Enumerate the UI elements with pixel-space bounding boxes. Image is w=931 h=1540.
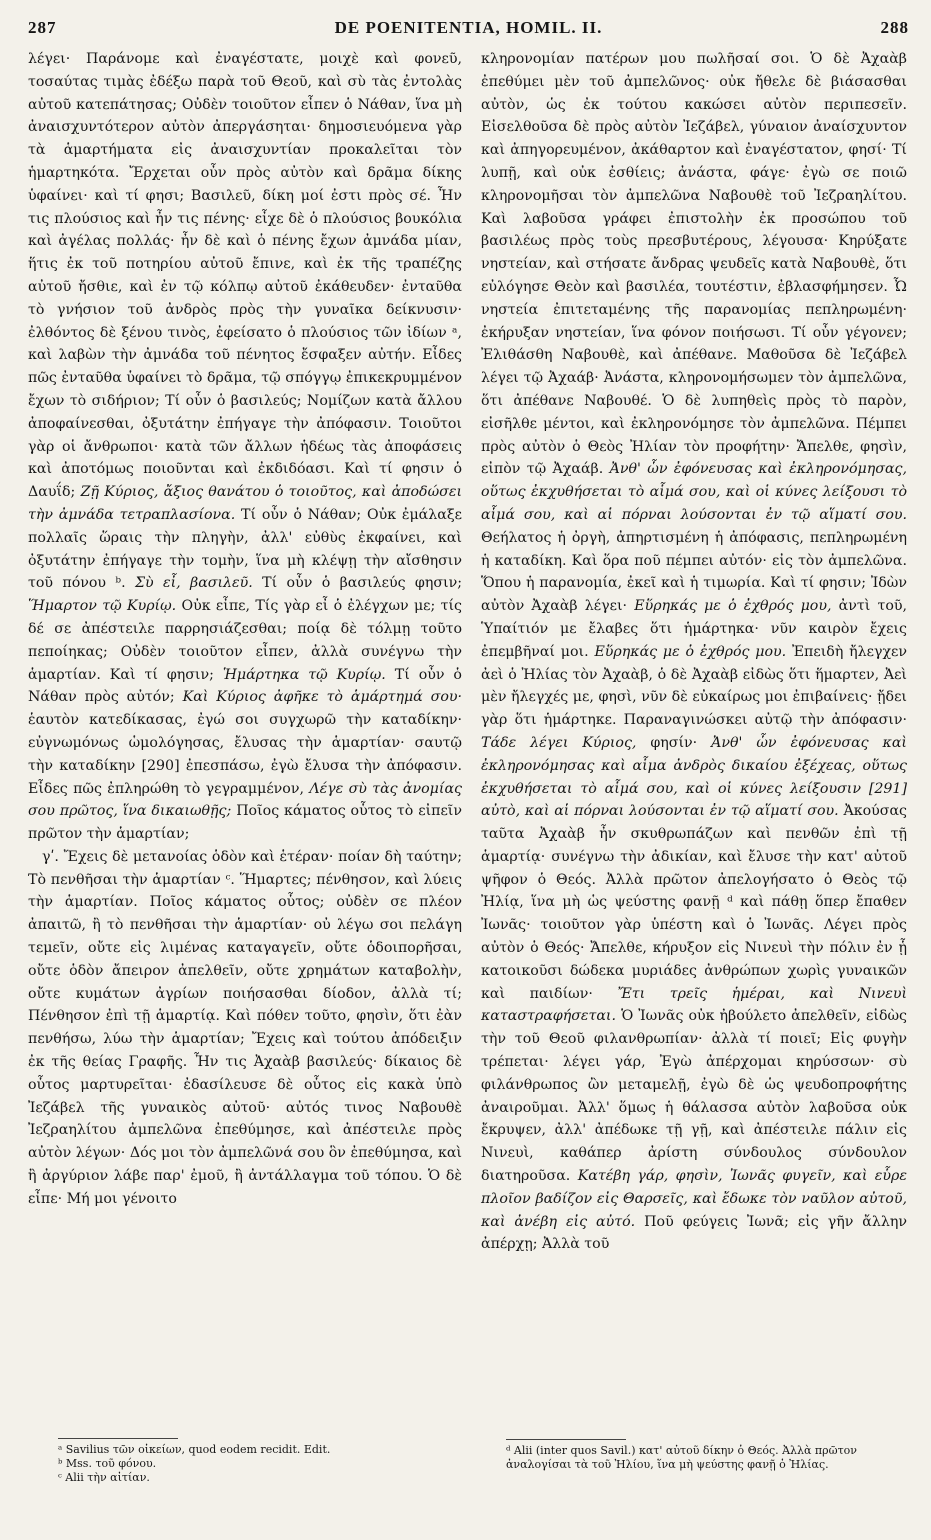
running-title: DE POENITENTIA, HOMIL. II. (334, 18, 603, 37)
footnote-rule-left (58, 1438, 178, 1439)
text-run: Ὁ Ἰωνᾶς οὐκ ἠβούλετο ἀπελθεῖν, εἰδὼς τὴν τοῦ Θεοῦ φιλανθρωπίαν· ἀλλὰ τί ποιεῖ; Εἰς φυγὴν τρέπεται· λέγει γάρ, Ἐγὼ ἀπέρχομαι κηρύσσων· σὺ φιλάνθρωπος ὢν μεταμελῇ, ἐγὼ δὲ ὡς ψευδοπροφήτης ἀναιροῦμαι. Ἀλλ' ὅμως ἡ θάλασσα αὐτὸν λαβοῦσα οὐκ ἔκρυψεν, ἀλλ' ἀπέδωκε τῇ γῇ, καὶ ἀπέστειλε πάλιν εἰς Νινευὶ, καθάπερ ἀρίστη σύνδουλος σύνδουλον διατηροῦσα. (481, 1008, 907, 1185)
scripture-quote: Καὶ Κύριος ἀφῆκε τὸ ἁμάρτημά σου· (182, 689, 463, 706)
text-run: Θεήλατος ἡ ὀργὴ, ἀπηρτισμένη ἡ ἀπόφασις, πεπληρωμένη ἡ καταδίκη. Καὶ ὅρα ποῦ πέμπει αὐτόν· εἰς τὸν ἀμπελῶνα. Ὅπου ἡ παρανομία, ἐκεῖ καὶ ἡ τιμωρία. Καὶ τί φησιν; Ἰδὼν αὐτὸν Ἀχαὰβ λέγει· (481, 529, 907, 615)
scripture-quote: Λέγε σὺ τὰς ἀνομίας σου πρῶτος, ἵνα δικαιωθῇς; (28, 780, 462, 820)
footnote-b: ᵇ Mss. τοῦ φόνου. (58, 1457, 157, 1470)
scripture-quote: Ἡμάρτηκα τῷ Κυρίῳ. (222, 666, 386, 683)
text-run: φησίν· (650, 734, 698, 751)
footnote-a: ᵃ Savilius τῶν οἰκείων, quod eodem recidit. Edit. (58, 1443, 331, 1456)
scripture-quote: Σὺ εἶ, βασιλεῦ. (134, 575, 253, 592)
scripture-quote: Ἔτι τρεῖς ἡμέραι, καὶ Νινευὶ καταστραφήσεται. (481, 985, 908, 1025)
text-run: Ἀκούσας ταῦτα Ἀχαὰβ ἦν σκυθρωπάζων καὶ πενθῶν ἐπὶ τῇ ἁμαρτίᾳ· συνέγνω τὴν ἀδικίαν, καὶ ἔλυσε τὴν κατ' αὐτοῦ ψῆφον ὁ Θεός. Ἀλλὰ πρῶτον ἀπελογήσατο ὁ Θεὸς τῷ Ἠλίᾳ, ἵνα μὴ ὡς ψεύστης φανῇ ᵈ καὶ πάθῃ ὅπερ ἔπαθεν Ἰωνᾶς· τοιοῦτον γὰρ ὑπέστη καὶ ὁ Ἰωνᾶς. Λέγει πρὸς αὐτὸν ὁ Θεός· Ἄπελθε, κήρυξον εἰς Νινευὶ τὴν πόλιν ἐν ᾗ κατοικοῦσι δώδεκα μυριάδες ἀνθρώπων χωρὶς γυναικῶν καὶ παιδίων· (481, 803, 907, 1002)
text-run: Τί οὖν ὁ Νάθαν πρὸς αὐτόν; (28, 666, 462, 706)
footnote-d: ᵈ Alii (inter quos Savil.) κατ' αὐτοῦ δίκην ὁ Θεός. Ἀλλὰ πρῶτον ἀναλογίσαι τὰ τοῦ Ἠλίου, ἵνα μὴ ψεύστης φανῇ ὁ Ἠλίας. (506, 1444, 857, 1471)
scripture-quote: Εὕρηκάς με ὁ ἐχθρός μου, (634, 598, 832, 615)
text-run: λέγει· Παράνομε καὶ ἐναγέστατε, μοιχὲ καὶ φονεῦ, τοσαύτας τιμὰς ἐδέξω παρὰ τοῦ Θεοῦ, καὶ σὺ τὰς ἐντολὰς αὐτοῦ κατεπάτησας; Οὐδὲν τοιοῦτον εἶπεν ὁ Νάθαν, ἵνα μὴ ἀναισχυντότερον αὐτὸν ἀπεργάσηται· δημοσιευόμενα γὰρ τὰ ἁμαρτήματα εἰς ἀναισχυντίαν προκαλεῖται τὸν ἡμαρτηκότα. Ἔρχεται οὖν πρὸς αὐτὸν καὶ δρᾶμα δίκης ὑφαίνει· καὶ τί φησι; Βασιλεῦ, δίκη μοί ἐστι πρὸς σέ. Ἦν τις πλούσιος καὶ ἦν τις πένης· εἶχε δὲ ὁ πλούσιος βουκόλια καὶ ἀγέλας πολλάς· ἦν δὲ καὶ ὁ πένης ἔχων ἀμνάδα μίαν, ἥτις ἐκ τοῦ ποτηρίου αὐτοῦ ἔπινε, καὶ ἐκ τῆς τραπέζης αὐτοῦ ἤσθιε, καὶ ἐν τῷ κόλπῳ αὐτοῦ ἐκάθευδεν· ἐνταῦθα τὸ γνήσιον τοῦ ἀνδρὸς πρὸς τὴν γυναῖκα δείκνυσιν· ἐλθόντος δὲ ξένου τινὸς, ἐφείσατο ὁ πλούσιος τῶν ἰδίων ᵃ, καὶ λαβὼν τὴν ἀμνάδα τοῦ πένητος ἔσφαξεν αὐτήν. Εἶδες πῶς ἐνταῦθα ὑφαίνει τὸ δρᾶμα, τῷ σπόγγῳ ἐπικεκρυμμένον ἔχων τὸ σιδήριον; Τί οὖν ὁ βασιλεύς; Νομίζων κατὰ ἄλλου ἀποφαίνεσθαι, ὀξυτάτην ἐπήγαγε τὴν ἀπόφασιν. Τοιοῦτοι γὰρ οἱ ἄνθρωποι· κατὰ τῶν ἄλλων ἡδέως τὰς ἀποφάσεις καὶ ἀποτόμως ποιοῦνται καὶ ἐκδιδόασι. Καὶ τί φησιν ὁ Δαυΐδ; (28, 51, 462, 501)
right-column (481, 48, 907, 1256)
text-run: ἑαυτὸν κατεδίκασας, ἐγώ σοι συγχωρῶ τὴν καταδίκην· εὐγνωμόνως ὡμολόγησας, ἔλυσας τὴν ἁμαρτίαν· σαυτῷ τὴν καταδίκην [290] ἐπεσπάσω, ἐγὼ ἔλυσα τὴν ἀπόφασιν. Εἶδες πῶς ἐπληρώθη τὸ γεγραμμένον, (28, 712, 462, 797)
page-number-left: 287 (28, 18, 57, 37)
text-run: Τί οὖν ὁ Νάθαν; Οὐκ ἐμάλαξε πολλαῖς ὥραις τὴν πληγὴν, ἀλλ' εὐθὺς ἐκφαίνει, καὶ ὀξυτάτην ἐπήγαγε τὴν τομὴν, ἵνα μὴ κλέψῃ τὴν αἴσθησιν τοῦ πόνου ᵇ. (28, 506, 462, 592)
scripture-quote: Ζῇ Κύριος, ἄξιος θανάτου ὁ τοιοῦτος, καὶ ἀποδώσει τὴν ἀμνάδα τετραπλασίονα. (28, 484, 463, 523)
left-column (28, 48, 462, 1211)
text-run: ἀντὶ τοῦ, Ὑπαίτιόν με ἔλαβες ὅτι ἡμάρτηκα· νῦν καιρὸν ἔχεις ἐπεμβῆναί μοι. (481, 598, 907, 660)
paragraph (28, 48, 462, 846)
paragraph (481, 48, 907, 1256)
scripture-quote: Κατέβη γάρ, φησὶν, Ἰωνᾶς φυγεῖν, καὶ εὗρε πλοῖον βαδίζον εἰς Θαρσεῖς, καὶ ἔδωκε τὸν ναῦλον αὐτοῦ, καὶ ἀνέβη εἰς αὐτό. (481, 1168, 907, 1230)
text-run: Ἐπειδὴ ἤλεγχεν ἀεὶ ὁ Ἠλίας τὸν Ἀχαὰβ, ὁ δὲ Ἀχαὰβ εἰδὼς ὅτι ἥμαρτεν, Ἀεὶ μὲν ἤλεγχές με, φησὶ, νῦν δὲ εὐκαίρως μοι ἐπιβαίνεις· ᾔδει γὰρ ὅτι ἡμάρτηκε. Παραναγινώσκει αὐτῷ τὴν ἀπόφασιν· (481, 643, 908, 729)
scripture-quote: Εὕρηκάς με ὁ ἐχθρός μου. (594, 643, 787, 660)
text-run: Οὐκ εἶπε, Τίς γὰρ εἶ ὁ ἐλέγχων με; τίς δέ σε ἀπέστειλε παρρησιάζεσθαι; ποίᾳ δὲ τόλμῃ τοῦτο πεποίηκας; Οὐδὲν τοιοῦτον εἶπεν, ἀλλὰ συνέγνω τὴν ἁμαρτίαν. Καὶ τί φησιν; (28, 598, 462, 683)
text-run: Ποῖος κάματος οὗτος τὸ εἰπεῖν πρῶτον τὴν ἁμαρτίαν; (28, 803, 462, 843)
scripture-quote: Τάδε λέγει Κύριος, (481, 734, 637, 751)
text-run: Τί οὖν ὁ βασιλεύς φησιν; (262, 575, 462, 592)
text-run: Ποῦ φεύγεις Ἰωνᾶ; εἰς γῆν ἄλλην ἀπέρχῃ; Ἀλλὰ τοῦ (481, 1213, 908, 1253)
footnotes-left (58, 1443, 458, 1485)
text-run: κληρονομίαν πατέρων μου πωλῆσαί σοι. Ὁ δὲ Ἀχαὰβ ἐπεθύμει μὲν τοῦ ἀμπελῶνος· οὐκ ἤθελε δὲ βιάσασθαι αὐτὸν, ὡς ἐκ τούτου κακώσει αὐτὸν περιπεσεῖν. Εἰσελθοῦσα δὲ πρὸς αὐτὸν Ἰεζάβελ, γύναιον ἀναίσχυντον καὶ ἀπηγορευμένον, ἀκάθαρτον καὶ ἐναγέστατον, φησί· Τί λυπῇ, καὶ οὐκ ἐσθίεις; ἀνάστα, φάγε· ἐγὼ σε ποιῶ κληρονομῆσαι τὸν ἀμπελῶνα Ναβουθὲ τοῦ Ἰεζραηλίτου. Καὶ λαβοῦσα γράφει ἐπιστολὴν ἐκ προσώπου τοῦ βασιλέως πρὸς τοὺς πρεσβυτέρους, λέγουσα· Κηρύξατε νηστείαν, καὶ στήσατε ἄνδρας ψευδεῖς κατὰ Ναβουθὲ, ὅτι εὐλόγησε Θεὸν καὶ βασιλέα, τουτέστιν, ἐβλασφήμησεν. Ὦ νηστεία ἐπιτεταμένης τῆς παρανομίας πεπληρωμένη· ἐκήρυξαν νηστείαν, ἵνα φόνον ποιήσωσι. Τί οὖν γέγονεν; Ἐλιθάσθη Ναβουθὲ, καὶ ἀπέθανε. Μαθοῦσα δὲ Ἰεζάβελ λέγει τῷ Ἀχαάβ· Ἀνάστα, κληρονομήσωμεν τὸν ἀμπελῶνα, ὅτι ἀπέθανε Ναβουθέ. Ὁ δὲ λυπηθεὶς πρὸς τὸ παρὸν, εἰσῆλθε μέντοι, καὶ ἐκληρονόμησε τὸν ἀμπελῶνα. Πέμπει πρὸς αὐτὸν ὁ Θεὸς Ἠλίαν τὸν προφήτην· Ἄπελθε, φησὶν, εἰπὸν τῷ Ἀχαάβ. (481, 51, 907, 478)
footnote-c: ᶜ Alii τὴν αἰτίαν. (58, 1471, 150, 1484)
scripture-quote: Ἀνθ' ὧν ἐφόνευσας καὶ ἐκληρονόμησας καὶ αἷμα ἀνδρὸς δικαίου ἐξέχεας, οὕτως ἐκχυθήσεται τὸ αἷμά σου, καὶ οἱ κύνες λείξουσιν [291] αὐτὸ, καὶ αἱ πόρναι λούσονται ἐν τῷ αἵματί σου. (481, 734, 907, 820)
running-header (28, 18, 909, 44)
page-number-right: 288 (880, 18, 909, 37)
scripture-quote: Ἀνθ' ὧν ἐφόνευσας καὶ ἐκληρονόμησας, οὕτως ἐκχυθήσεται τὸ αἷμά σου, καὶ οἱ κύνες λείξουσι τὸ αἷμά σου, καὶ αἱ πόρναι λούσονται ἐν τῷ αἵματί σου. (481, 461, 907, 523)
footnotes-right (506, 1444, 906, 1472)
scripture-quote: Ἥμαρτον τῷ Κυρίῳ. (28, 598, 177, 615)
footnote-rule-right (506, 1439, 626, 1440)
paragraph-section-3: γʹ. Ἔχεις δὲ μετανοίας ὁδὸν καὶ ἑτέραν· ποίαν δὴ ταύτην; Τὸ πενθῆσαι τὴν ἁμαρτίαν ᶜ. Ἥμαρτες; πένθησον, καὶ λύεις τὴν ἁμαρτίαν. Ποῖος κάματος οὗτος; οὐδὲν σε πλέον ἀπαιτῶ, ἢ τὸ πενθῆσαι τὴν ἁμαρτίαν· οὐ λέγω σοι πελάγη τεμεῖν, οὔτε εἰς λιμένας καταγαγεῖν, οὔτε ὁδοιπορῆσαι, οὔτε ὁδὸν ἄπειρον ἀπελθεῖν, οὔτε χρημάτων καταβολὴν, οὔτε κυμάτων ἀγρίων ποιήσασθαι δίοδον, ἀλλὰ τί; Πένθησον ἐπὶ τῇ ἁμαρτίᾳ. Καὶ πόθεν τοῦτο, φησὶν, ὅτι ἐὰν πενθήσω, λύω τὴν ἁμαρτίαν; Ἔχεις καὶ τούτου ἀπόδειξιν ἐκ τῆς θείας Γραφῆς. Ἦν τις Ἀχαὰβ βασιλεύς· δίκαιος δὲ οὗτος μαρτυρεῖται· ἐδασίλευσε δὲ οὗτος εἰς κακὰ ὑπὸ Ἰεζάβελ τῆς γυναικὸς αὐτοῦ· αὐτός τινος Ναβουθὲ Ἰεζραηλίτου ἀμπελῶνα ἐπεθύμησε, καὶ ἀπέστειλε πρὸς αὐτὸν λέγων· Δός μοι τὸν ἀμπελῶνά σου ὃν ἐπεθύμησα, καὶ ἢ ἀργύριον λάβε παρ' ἐμοῦ, ἢ ἀντάλλαγμα τοῦ τόπου. Ὁ δὲ εἶπε· Μή μοι γένοιτο (28, 848, 462, 1207)
